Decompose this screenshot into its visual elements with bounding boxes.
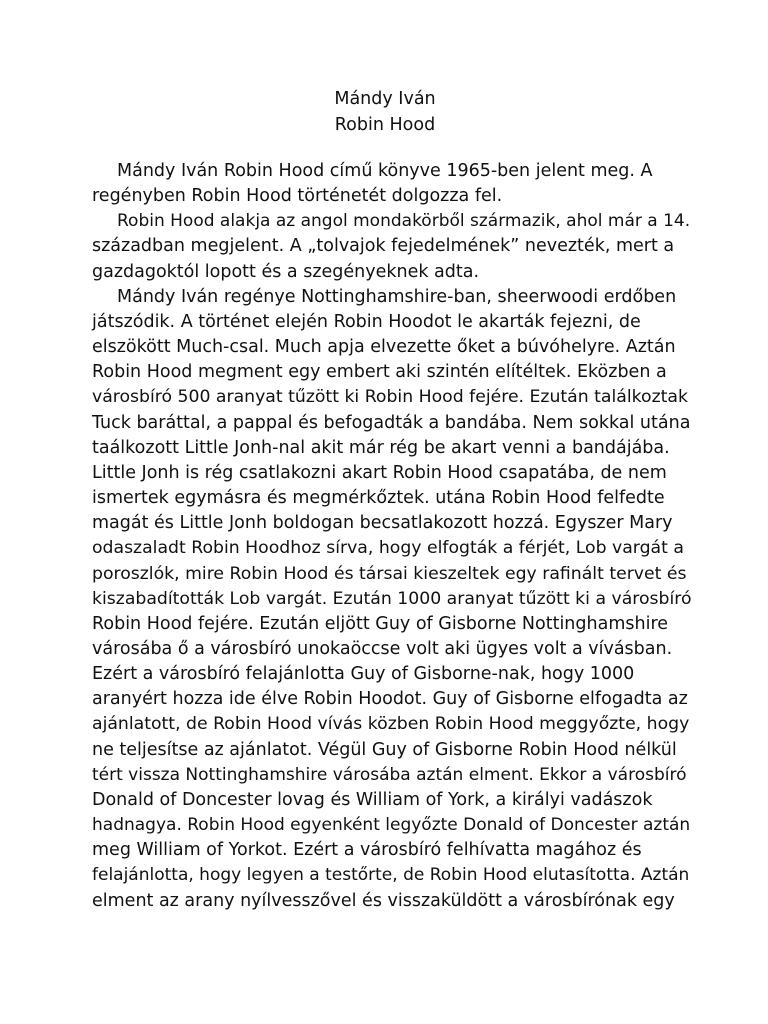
paragraph-line: magát és Little Jonh boldogan becsatlakozott hozzá. Egyszer Mary <box>92 513 673 534</box>
document-title: Robin Hood <box>334 115 436 135</box>
paragraph-line: hadnagya. Robin Hood egyenként legyőzte Donald of Doncester aztán <box>92 815 691 836</box>
author-name: Mándy Iván <box>334 89 436 109</box>
paragraph-line: ne teljesítse az ajánlatot. Végül Guy of Gisborne Robin Hood nélkül <box>92 739 677 760</box>
paragraph-line: Tuck baráttal, a pappal és befogadták a bandába. Nem sokkal utána <box>92 412 691 433</box>
paragraph-line: ismertek egymásra és megmérkőztek. utána Robin Hood felfedte <box>92 488 665 509</box>
paragraph-line: városbíró 500 aranyat tűzött ki Robin Hood fejére. Ezután találkoztak <box>92 387 688 408</box>
paragraph-line: aranyért hozza ide élve Robin Hoodot. Guy of Gisborne elfogadta az <box>92 689 688 710</box>
document-body <box>92 159 692 914</box>
paragraph-line: században megjelent. A „tolvajok fejedelmének” nevezték, mert a <box>92 236 675 257</box>
paragraph-line: kiszabadították Lob vargát. Ezután 1000 aranyat tűzött ki a városbíró <box>92 588 692 609</box>
paragraph-line: elment az arany nyílvesszővel és visszaküldött a városbírónak egy <box>92 890 675 911</box>
document-header <box>0 86 768 138</box>
paragraph-line: ajánlatott, de Robin Hood vívás közben Robin Hood meggyőzte, hogy <box>92 714 690 735</box>
paragraph-line: odaszaladt Robin Hoodhoz sírva, hogy elfogták a férjét, Lob vargát a <box>92 538 684 559</box>
paragraph-line: játszódik. A történet elején Robin Hoodot le akarták fejezni, de <box>92 311 641 332</box>
paragraph-line: Little Jonh is rég csatlakozni akart Robin Hood csapatába, de nem <box>92 462 667 483</box>
paragraph-line: taálkozott Little Jonh-nal akit már rég be akart venni a bandájába. <box>92 437 670 458</box>
paragraph-line: elszökött Much-csal. Much apja elvezette őket a búvóhelyre. Aztán <box>92 337 676 358</box>
paragraph-line: poroszlók, mire Robin Hood és társai kieszeltek egy rafinált tervet és <box>92 563 687 584</box>
paragraph-line: Donald of Doncester lovag és William of York, a királyi vadászok <box>92 789 653 810</box>
paragraph-line: Mándy Iván Robin Hood című könyve 1965-ben jelent meg. A <box>117 161 653 181</box>
paragraph-line: Ezért a városbíró felajánlotta Guy of Gisborne-nak, hogy 1000 <box>92 664 635 685</box>
paragraph-line: felajánlotta, hogy legyen a testőrte, de Robin Hood elutasította. Aztán <box>92 865 690 886</box>
paragraph-line: tért vissza Nottinghamshire városába aztán elment. Ekkor a városbíró <box>92 764 687 785</box>
paragraph-line: Robin Hood megment egy embert aki szintén elítéltek. Eközben a <box>92 362 667 383</box>
paragraph-line: gazdagoktól lopott és a szegényeknek adta. <box>92 261 480 282</box>
paragraph-line: regényben Robin Hood történetét dolgozza fel. <box>92 186 503 207</box>
paragraph-line: Robin Hood fejére. Ezután eljött Guy of Gisborne Nottinghamshire <box>92 613 669 634</box>
paragraph-line: Robin Hood alakja az angol mondakörből származik, ahol már a 14. <box>117 211 691 232</box>
paragraph-line: városába ő a városbíró unokaöccse volt aki ügyes volt a vívásban. <box>92 638 673 659</box>
paragraph-line: Mándy Iván regénye Nottinghamshire-ban, sheerwoodi erdőben <box>117 286 677 307</box>
paragraph-line: meg William of Yorkot. Ezért a városbíró felhívatta magához és <box>92 840 642 861</box>
